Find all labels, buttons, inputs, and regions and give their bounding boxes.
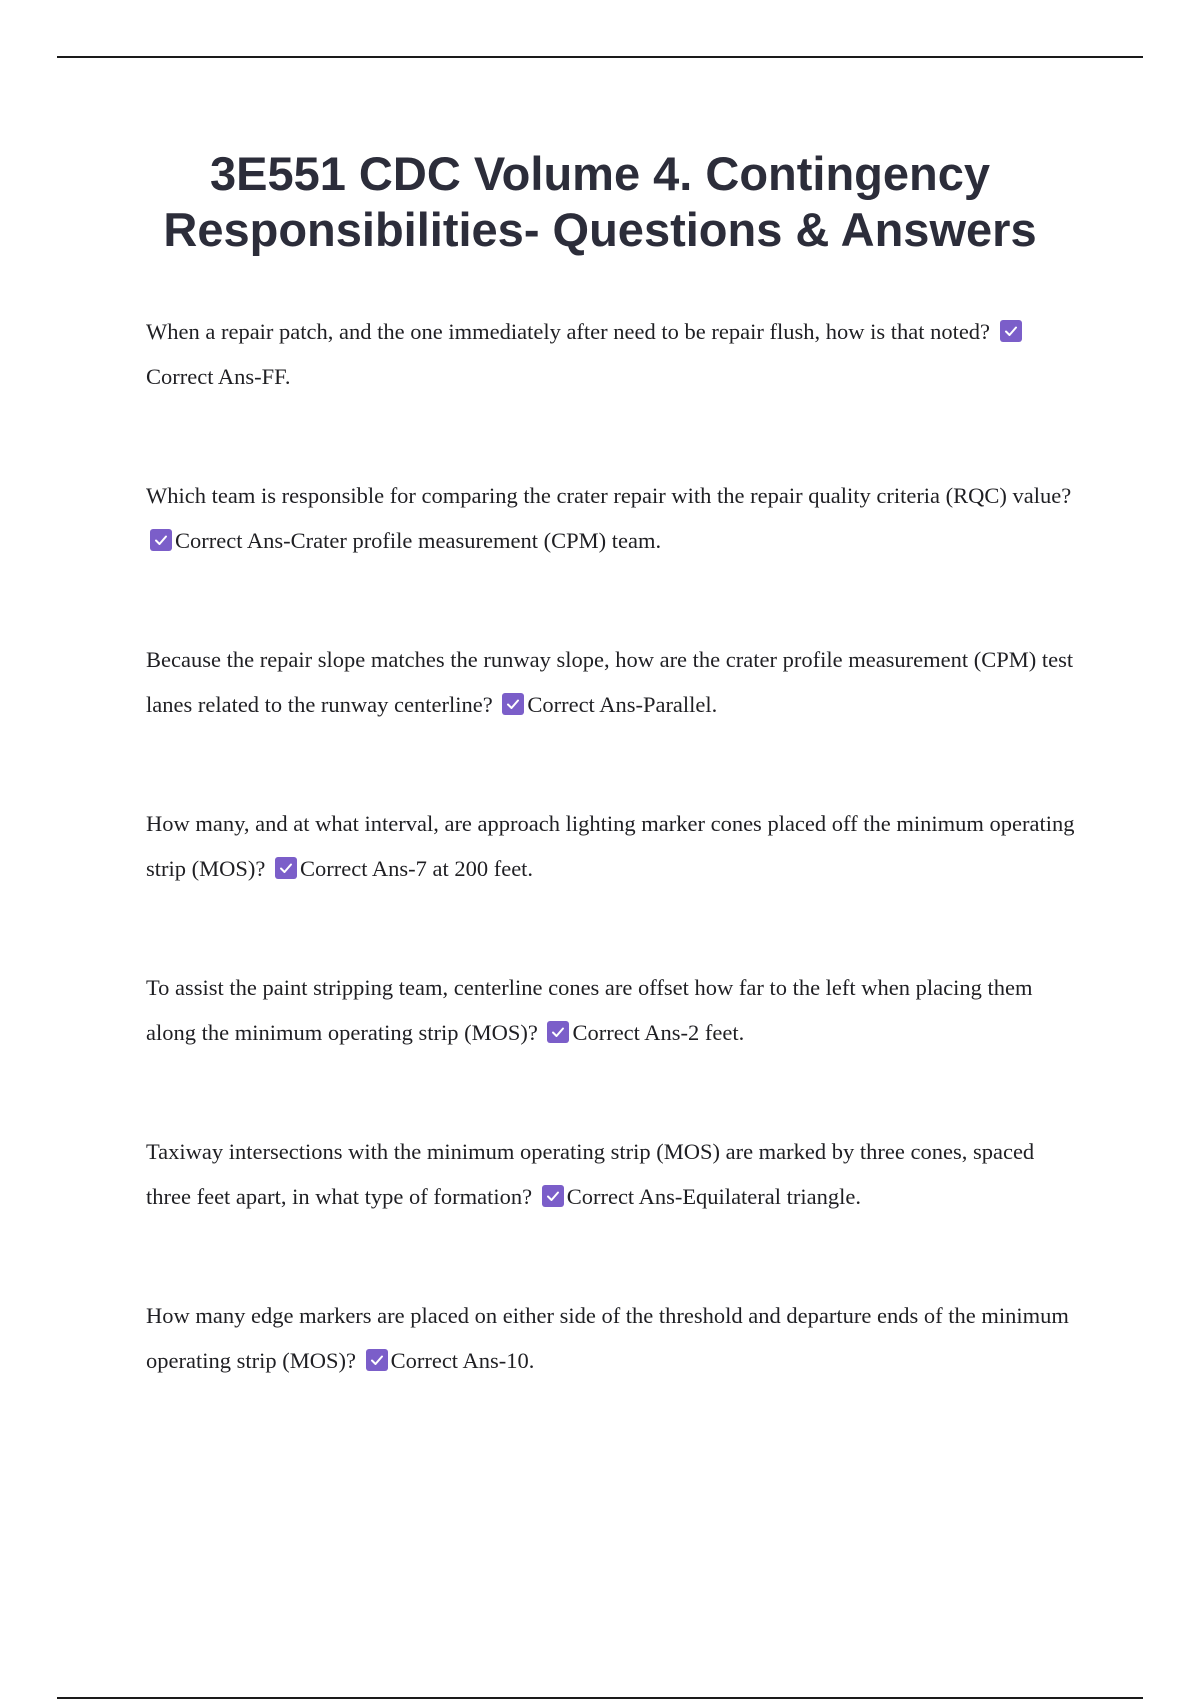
checkbox-checked-icon <box>502 693 524 715</box>
question-text: How many, and at what interval, are approach lighting marker cones placed off the minimum operating strip (MOS)? <box>146 811 1075 881</box>
answer-text: Correct Ans-Equilateral triangle. <box>566 1184 861 1209</box>
qa-item <box>146 473 1076 563</box>
question-text: Taxiway intersections with the minimum operating strip (MOS) are marked by three cones, spaced three feet apart, in what type of formation? <box>146 1139 1035 1209</box>
document-title <box>100 146 1100 258</box>
answer-text: Correct Ans-FF. <box>146 364 291 389</box>
title-line-1: 3E551 CDC Volume 4. Contingency <box>209 147 991 200</box>
answer-text: Correct Ans-2 feet. <box>572 1020 745 1045</box>
answer-text: Correct Ans-10. <box>390 1348 535 1373</box>
checkbox-checked-icon <box>366 1349 388 1371</box>
title-line-2: Responsibilities- Questions & Answers <box>163 203 1037 256</box>
qa-list <box>146 309 1076 1457</box>
answer-text: Correct Ans-Parallel. <box>527 692 718 717</box>
qa-item <box>146 637 1076 727</box>
qa-item <box>146 1129 1076 1219</box>
checkbox-checked-icon <box>275 857 297 879</box>
top-divider <box>57 56 1143 58</box>
question-text: How many edge markers are placed on either side of the threshold and departure ends of the minimum operating strip (MOS)? <box>146 1303 1069 1373</box>
qa-item <box>146 309 1076 399</box>
qa-item <box>146 965 1076 1055</box>
bottom-divider <box>57 1697 1143 1699</box>
answer-text: Correct Ans-7 at 200 feet. <box>300 856 534 881</box>
checkbox-checked-icon <box>547 1021 569 1043</box>
question-text: Which team is responsible for comparing the crater repair with the repair quality criteria (RQC) value? <box>146 483 1072 508</box>
qa-item <box>146 1293 1076 1383</box>
qa-item <box>146 801 1076 891</box>
checkbox-checked-icon <box>150 529 172 551</box>
answer-text: Correct Ans-Crater profile measurement (CPM) team. <box>175 528 662 553</box>
question-text: Because the repair slope matches the runway slope, how are the crater profile measurement (CPM) test lanes related to the runway centerline? <box>146 647 1074 717</box>
question-text: When a repair patch, and the one immediately after need to be repair flush, how is that noted? <box>146 319 991 344</box>
checkbox-checked-icon <box>1000 320 1022 342</box>
checkbox-checked-icon <box>542 1185 564 1207</box>
question-text: To assist the paint stripping team, centerline cones are offset how far to the left when placing them along the minimum operating strip (MOS)? <box>146 975 1033 1045</box>
